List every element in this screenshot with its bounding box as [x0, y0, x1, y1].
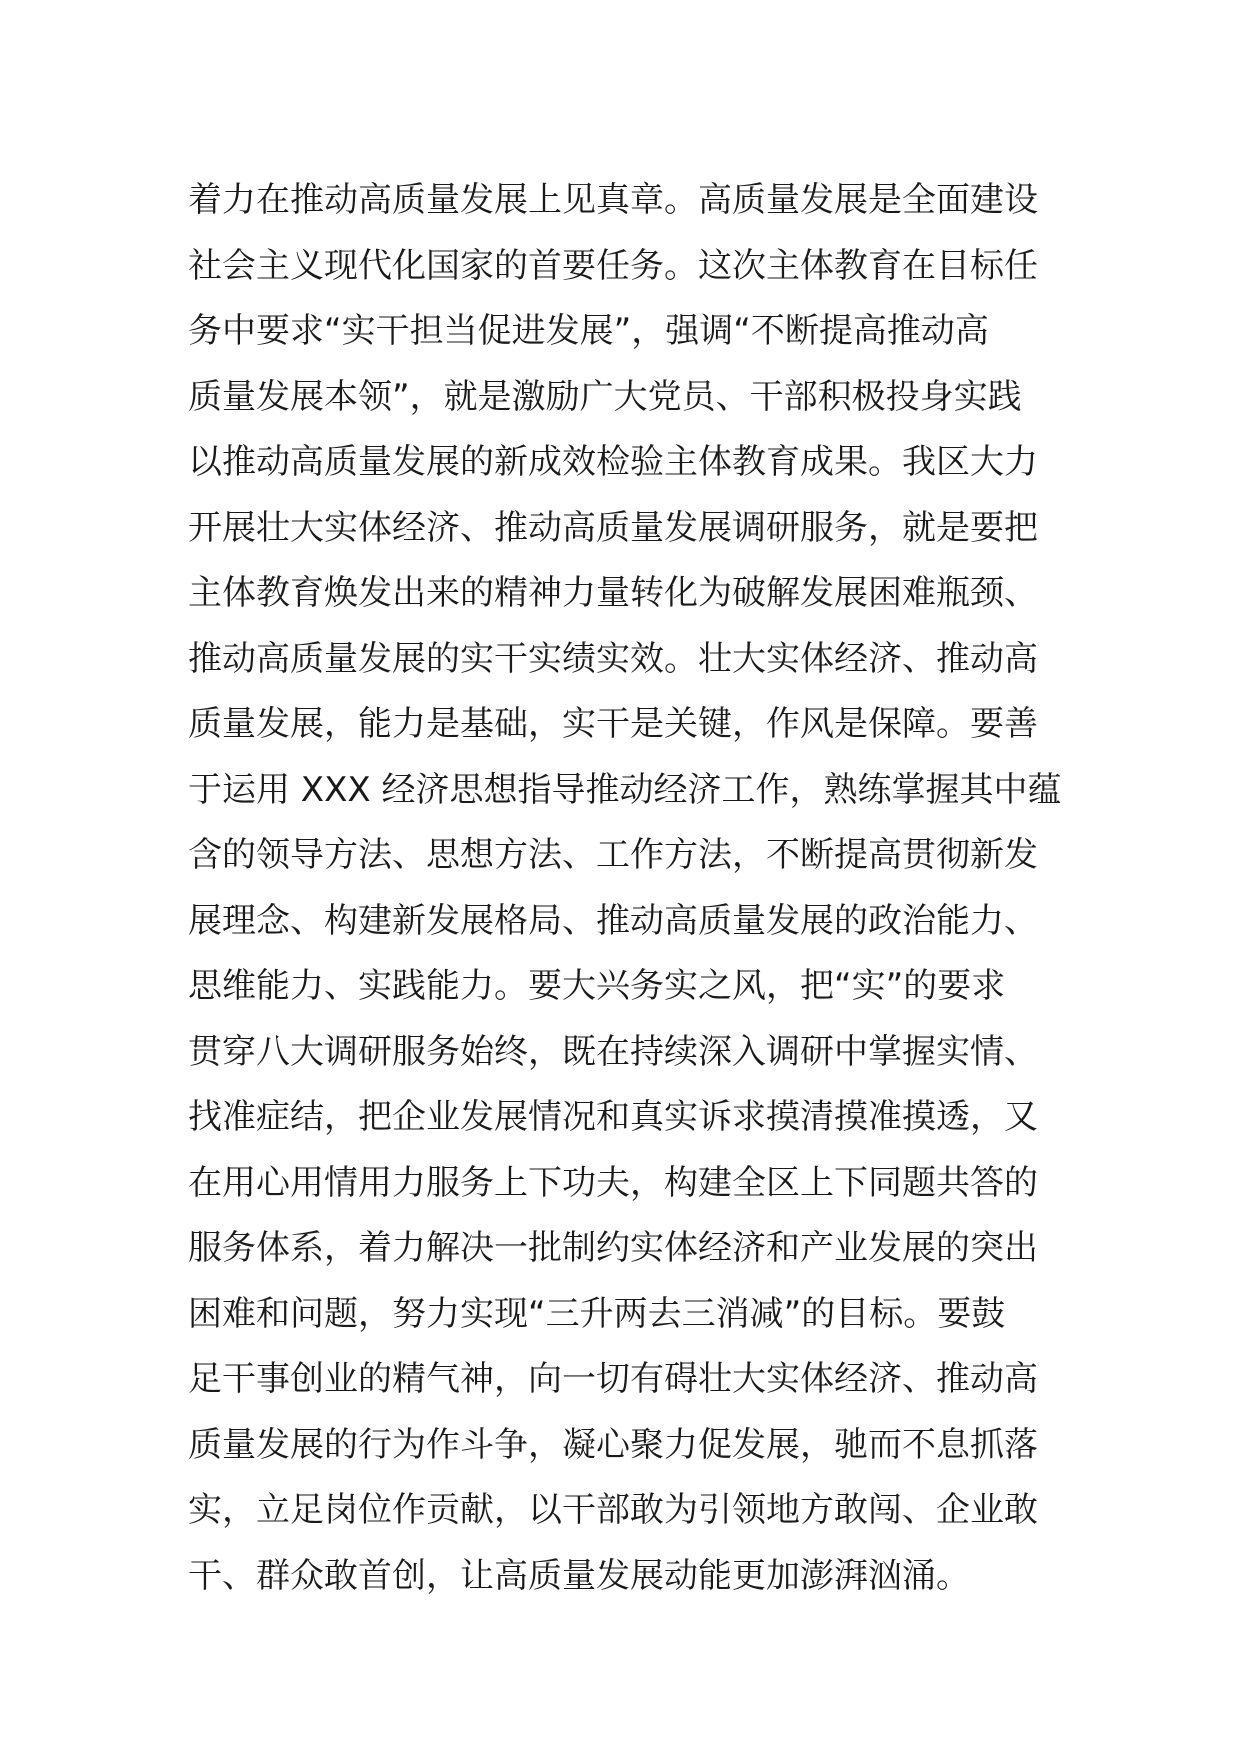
- paragraph-line: 质量发展本领”，就是激励广大党员、干部积极投身实践: [188, 376, 1022, 417]
- paragraph-line: 质量发展的行为作斗争，凝心聚力促发展，驰而不息抓落: [188, 1424, 1038, 1465]
- paragraph-line: 开展壮大实体经济、推动高质量发展调研服务，就是要把: [188, 507, 1038, 548]
- paragraph-line: 贯穿八大调研服务始终，既在持续深入调研中掌握实情、: [188, 1031, 1038, 1072]
- paragraph-line: 干、群众敢首创，让高质量发展动能更加澎湃汹涌。: [188, 1555, 970, 1596]
- paragraph-line: 服务体系，着力解决一批制约实体经济和产业发展的突出: [188, 1228, 1038, 1268]
- paragraph-line: 实，立足岗位作贡献，以干部敢为引领地方敢闯、企业敢: [188, 1490, 1038, 1530]
- paragraph-line: 思维能力、实践能力。要大兴务实之风，把“实”的要求: [188, 966, 1006, 1006]
- paragraph-line: 主体教育焕发出来的精神力量转化为破解发展困难瓶颈、: [188, 573, 1038, 613]
- paragraph-line: 推动高质量发展的实干实绩实效。壮大实体经济、推动高: [188, 638, 1038, 679]
- paragraph-line: 务中要求“实干担当促进发展”，强调“不断提高推动高: [188, 311, 989, 351]
- paragraph-line: 社会主义现代化国家的首要任务。这次主体教育在目标任: [188, 245, 1038, 286]
- paragraph-line: 展理念、构建新发展格局、推动高质量发展的政治能力、: [188, 900, 1038, 941]
- paragraph-line: 于运用 XXX 经济思想指导推动经济工作，熟练掌握其中蕴: [188, 769, 1062, 810]
- paragraph-line: 足干事创业的精气神，向一切有碍壮大实体经济、推动高: [188, 1359, 1038, 1399]
- paragraph-line: 以推动高质量发展的新成效检验主体教育成果。我区大力: [188, 442, 1038, 482]
- paragraph-line: 困难和问题，努力实现“三升两去三消减”的目标。要鼓: [188, 1293, 1006, 1334]
- paragraph-line: 含的领导方法、思想方法、工作方法，不断提高贯彻新发: [188, 835, 1038, 875]
- paragraph-line: 找准症结，把企业发展情况和真实诉求摸清摸准摸透，又: [188, 1097, 1038, 1137]
- paragraph-line: 着力在推动高质量发展上见真章。高质量发展是全面建设: [188, 180, 1038, 220]
- body-paragraph: [188, 168, 1068, 1609]
- paragraph-line: 在用心用情用力服务上下功夫，构建全区上下同题共答的: [188, 1162, 1038, 1203]
- paragraph-line: 质量发展，能力是基础，实干是关键，作风是保障。要善: [188, 704, 1038, 744]
